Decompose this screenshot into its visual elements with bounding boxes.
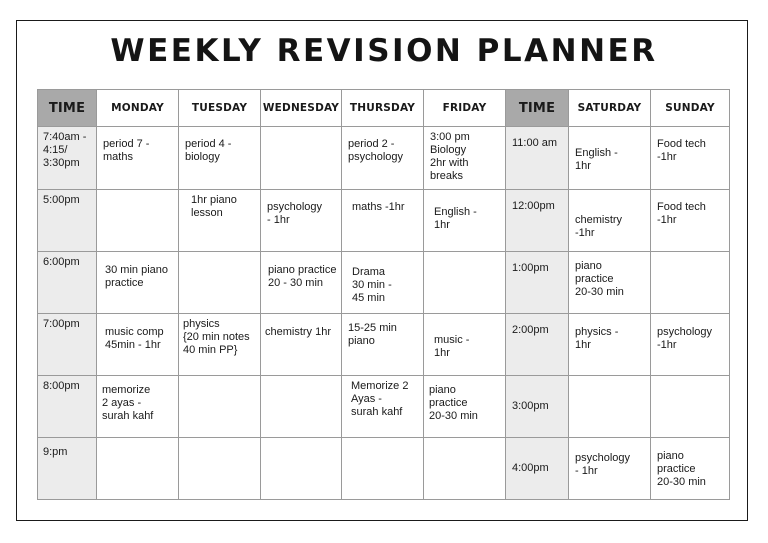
table-row — [38, 376, 730, 438]
cell-text — [424, 252, 505, 264]
monday-cell[interactable] — [97, 190, 179, 252]
thursday-cell[interactable] — [342, 127, 424, 190]
sunday-cell[interactable] — [651, 190, 730, 252]
cell-text: music - 1hr — [434, 334, 470, 359]
cell-text: Food tech -1hr — [657, 201, 706, 226]
header-monday: MONDAY — [97, 90, 179, 127]
saturday-cell[interactable] — [569, 438, 651, 500]
cell-text — [179, 438, 260, 450]
cell-text — [179, 252, 260, 264]
friday-cell[interactable] — [424, 314, 506, 376]
time-text: 7:40am - 4:15/ 3:30pm — [43, 131, 87, 169]
cell-text: music comp 45min - 1hr — [105, 326, 164, 351]
monday-cell[interactable] — [97, 376, 179, 438]
saturday-cell[interactable] — [569, 314, 651, 376]
header-saturday: SATURDAY — [569, 90, 651, 127]
table-row — [38, 314, 730, 376]
cell-text — [261, 376, 341, 388]
cell-text: 30 min piano practice — [105, 264, 168, 289]
table-row — [38, 127, 730, 190]
header-thursday: THURSDAY — [342, 90, 424, 127]
cell-text: psychology - 1hr — [575, 452, 631, 477]
cell-text: chemistry 1hr — [265, 326, 332, 338]
cell-text: chemistry -1hr — [575, 214, 623, 239]
header-row — [38, 90, 730, 127]
thursday-cell[interactable] — [342, 190, 424, 252]
cell-text: Food tech -1hr — [657, 138, 706, 163]
cell-text: maths -1hr — [352, 201, 405, 213]
cell-text: psychology -1hr — [657, 326, 713, 351]
tuesday-cell[interactable] — [179, 190, 261, 252]
cell-text: 1hr piano lesson — [191, 194, 237, 219]
thursday-cell[interactable] — [342, 314, 424, 376]
cell-text: psychology - 1hr — [267, 201, 323, 226]
page-title: WEEKLY REVISION PLANNER — [110, 33, 658, 69]
tuesday-cell[interactable] — [179, 127, 261, 190]
time-text: 1:00pm — [512, 262, 549, 274]
wednesday-cell[interactable] — [261, 190, 342, 252]
tuesday-cell[interactable] — [179, 376, 261, 438]
friday-cell[interactable] — [424, 438, 506, 500]
cell-text: English - 1hr — [575, 147, 618, 172]
saturday-cell[interactable] — [569, 127, 651, 190]
cell-text: physics {20 min notes 40 min PP} — [183, 318, 250, 356]
monday-cell[interactable] — [97, 438, 179, 500]
wednesday-cell[interactable] — [261, 314, 342, 376]
time-cell — [38, 314, 97, 376]
time-text: 8:00pm — [43, 380, 80, 392]
cell-text: English - 1hr — [434, 206, 477, 231]
cell-text: Drama 30 min - 45 min — [352, 266, 392, 304]
table-row — [38, 190, 730, 252]
table-row — [38, 438, 730, 500]
cell-text: piano practice 20-30 min — [575, 260, 624, 298]
friday-cell[interactable] — [424, 190, 506, 252]
monday-cell[interactable] — [97, 314, 179, 376]
tuesday-cell[interactable] — [179, 252, 261, 314]
time-text: 7:00pm — [43, 318, 80, 330]
wednesday-cell[interactable] — [261, 127, 342, 190]
friday-cell[interactable] — [424, 376, 506, 438]
cell-text — [569, 376, 650, 388]
table-row — [38, 252, 730, 314]
cell-text — [97, 190, 178, 202]
friday-cell[interactable] — [424, 252, 506, 314]
weekend-time-cell — [506, 438, 569, 500]
header-friday: FRIDAY — [424, 90, 506, 127]
cell-text — [179, 376, 260, 388]
saturday-cell[interactable] — [569, 376, 651, 438]
header-wednesday: WEDNESDAY — [261, 90, 342, 127]
friday-cell[interactable] — [424, 127, 506, 190]
time-cell — [38, 252, 97, 314]
time-text: 5:00pm — [43, 194, 80, 206]
time-cell — [38, 127, 97, 190]
thursday-cell[interactable] — [342, 438, 424, 500]
cell-text: period 2 - psychology — [348, 138, 404, 163]
saturday-cell[interactable] — [569, 190, 651, 252]
header-time-weekend: TIME — [506, 90, 569, 127]
cell-text — [261, 438, 341, 450]
header-time: TIME — [38, 90, 97, 127]
cell-text — [261, 127, 341, 139]
sunday-cell[interactable] — [651, 376, 730, 438]
weekend-time-cell — [506, 252, 569, 314]
sunday-cell[interactable] — [651, 127, 730, 190]
weekend-time-cell — [506, 376, 569, 438]
time-text: 11:00 am — [512, 137, 558, 149]
monday-cell[interactable] — [97, 252, 179, 314]
monday-cell[interactable] — [97, 127, 179, 190]
time-cell — [38, 376, 97, 438]
cell-text — [97, 438, 178, 450]
time-text: 12:00pm — [512, 200, 555, 212]
wednesday-cell[interactable] — [261, 376, 342, 438]
wednesday-cell[interactable] — [261, 252, 342, 314]
cell-text: piano practice 20 - 30 min — [268, 264, 337, 289]
cell-text: piano practice 20-30 min — [429, 384, 478, 422]
weekend-time-cell — [506, 127, 569, 190]
time-text: 9:pm — [43, 446, 68, 458]
cell-text — [651, 252, 729, 264]
sunday-cell[interactable] — [651, 252, 730, 314]
time-cell — [38, 190, 97, 252]
header-tuesday: TUESDAY — [179, 90, 261, 127]
cell-text: period 4 - biology — [185, 138, 232, 163]
time-text: 3:00pm — [512, 400, 549, 412]
time-text: 6:00pm — [43, 256, 80, 268]
wednesday-cell[interactable] — [261, 438, 342, 500]
thursday-cell[interactable] — [342, 376, 424, 438]
tuesday-cell[interactable] — [179, 314, 261, 376]
planner-table — [37, 89, 730, 500]
weekend-time-cell — [506, 190, 569, 252]
cell-text — [424, 438, 505, 450]
cell-text: 15-25 min piano — [348, 322, 397, 347]
cell-text: Memorize 2 Ayas - surah kahf — [351, 380, 409, 418]
cell-text — [342, 438, 423, 450]
sunday-cell[interactable] — [651, 314, 730, 376]
time-cell — [38, 438, 97, 500]
cell-text: physics - 1hr — [575, 326, 619, 351]
cell-text: 3:00 pm Biology 2hr with breaks — [430, 131, 470, 182]
sunday-cell[interactable] — [651, 438, 730, 500]
cell-text: piano practice 20-30 min — [657, 450, 706, 488]
cell-text: memorize 2 ayas - surah kahf — [102, 384, 154, 422]
cell-text — [651, 376, 729, 388]
time-text: 2:00pm — [512, 324, 549, 336]
saturday-cell[interactable] — [569, 252, 651, 314]
thursday-cell[interactable] — [342, 252, 424, 314]
time-text: 4:00pm — [512, 462, 549, 474]
weekend-time-cell — [506, 314, 569, 376]
tuesday-cell[interactable] — [179, 438, 261, 500]
header-sunday: SUNDAY — [651, 90, 730, 127]
cell-text: period 7 - maths — [103, 138, 150, 163]
